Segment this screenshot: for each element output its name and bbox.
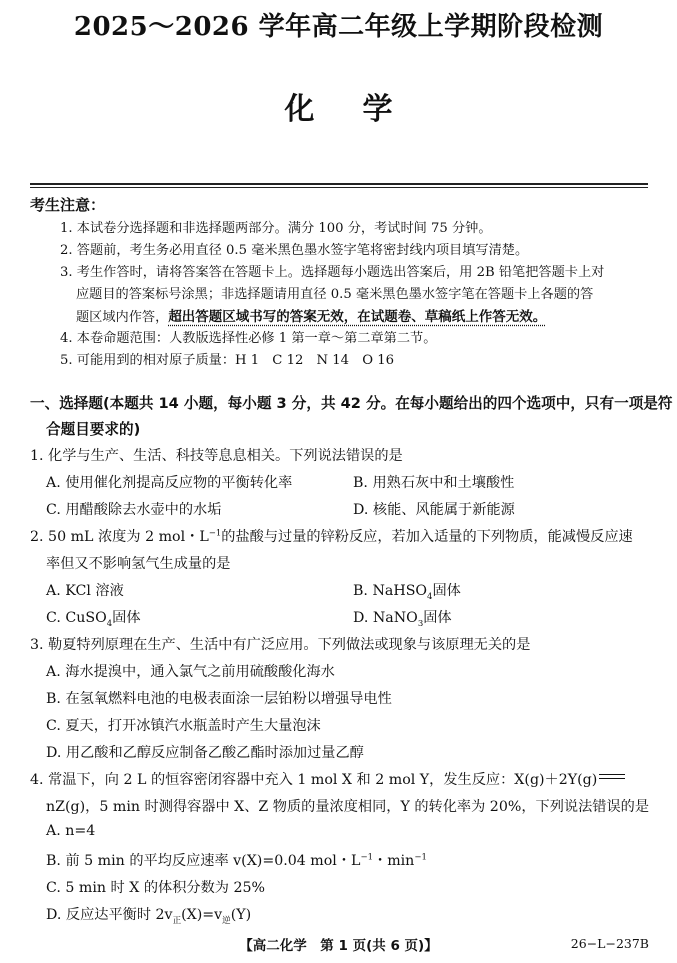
question-3-option-b: B. 在氢氧燃料电池的电极表面涂一层铂粉以增强导电性 xyxy=(46,691,392,707)
question-2-stem-sup: −1 xyxy=(208,528,222,539)
question-4-option-d-c: (Y) xyxy=(230,907,252,923)
notice-item-3c xyxy=(76,305,546,325)
question-4-option-d-sub2: 逆 xyxy=(222,915,231,926)
question-1-stem: 1. 化学与生产、生活、科技等息息相关。下列说法错误的是 xyxy=(30,448,403,464)
notice-item-4: 4. 本卷命题范围：人教版选择性必修 1 第一章～第二章第二节。 xyxy=(60,331,437,346)
question-2-option-d-post: 固体 xyxy=(423,610,452,626)
question-4-option-d-sub1: 正 xyxy=(172,915,182,926)
notice-heading: 考生注意： xyxy=(30,196,106,214)
notice-item-5: 5. 可能用到的相对原子质量：H 1 C 12 N 14 O 16 xyxy=(60,353,395,368)
question-2-option-c xyxy=(46,607,141,627)
question-2-option-d xyxy=(353,607,452,627)
question-4-stem xyxy=(30,769,627,789)
question-4-stem-cont: nZ(g)，5 min 时测得容器中 X、Z 物质的量浓度相同，Y 的转化率为 20%，下列说法错误的是 xyxy=(46,799,650,815)
question-4-stem-a: 4. 常温下，向 2 L 的恒容密闭容器中充入 1 mol X 和 2 mol Y，发生反应：X(g)＋2Y(g) xyxy=(30,772,598,788)
question-3-option-a: A. 海水提溴中，通入氯气之前用硫酸酸化海水 xyxy=(46,664,335,680)
question-1-option-c: C. 用醋酸除去水壶中的水垢 xyxy=(46,502,222,518)
question-4-option-d xyxy=(46,904,251,924)
question-2-option-b-sub: 4 xyxy=(427,591,433,602)
paper-code: 26−L−237B xyxy=(570,936,649,951)
question-4-option-b-sup2: −1 xyxy=(414,852,427,863)
question-2-stem-cont: 率但又不影响氢气生成量的是 xyxy=(46,556,231,572)
page-footer: 【高二化学 第 1 页(共 6 页)】 xyxy=(239,938,438,954)
question-4-option-b-b: ・min xyxy=(373,853,415,869)
question-2-option-c-pre: C. CuSO xyxy=(46,610,107,626)
notice-item-3c-text: 题区域内作答， xyxy=(76,310,169,325)
question-3-stem: 3. 勒夏特列原理在生产、生活中有广泛应用。下列做法或现象与该原理无关的是 xyxy=(30,637,531,653)
question-4-option-b xyxy=(46,850,427,870)
question-3-option-d: D. 用乙酸和乙醇反应制备乙酸乙酯时添加过量乙醇 xyxy=(46,745,364,761)
question-2-option-d-pre: D. NaNO xyxy=(353,610,418,626)
notice-emphasis: 超出答题区域书写的答案无效，在试题卷、草稿纸上作答无效。 xyxy=(168,309,547,325)
question-4-option-d-a: D. 反应达平衡时 2v xyxy=(46,907,173,923)
question-2-option-c-post: 固体 xyxy=(112,610,141,626)
subject-title: 化学 xyxy=(284,92,441,127)
divider-thick xyxy=(30,183,648,185)
question-1-option-a: A. 使用催化剂提高反应物的平衡转化率 xyxy=(46,475,293,491)
question-2-option-b-post: 固体 xyxy=(432,583,461,599)
notice-item-3a: 3. 考生作答时，请将答案答在答题卡上。选择题每小题选出答案后，用 2B 铅笔把答题卡上对 xyxy=(60,265,605,280)
question-2-option-b xyxy=(353,580,461,600)
question-2-option-d-sub: 3 xyxy=(417,618,424,629)
exam-title: 2025～2026 学年高二年级上学期阶段检测 xyxy=(73,12,604,42)
notice-item-3b: 应题目的答案标号涂黑；非选择题请用直径 0.5 毫米黑色墨水签字笔在答题卡上各题的答 xyxy=(76,287,594,302)
notice-item-1: 1. 本试卷分选择题和非选择题两部分。满分 100 分，考试时间 75 分钟。 xyxy=(60,221,492,236)
question-2-stem-a: 2. 50 mL 浓度为 2 mol・L xyxy=(30,529,209,545)
equilibrium-arrow-icon xyxy=(599,773,625,781)
question-3-option-c: C. 夏天，打开冰镇汽水瓶盖时产生大量泡沫 xyxy=(46,718,321,734)
question-2-stem-b: 的盐酸与过量的锌粉反应，若加入适量的下列物质，能减慢反应速 xyxy=(221,529,633,545)
question-4-option-b-a: B. 前 5 min 的平均反应速率 v(X)=0.04 mol・L xyxy=(46,853,361,869)
question-2-option-c-sub: 4 xyxy=(106,618,113,629)
section-heading-cont: 合题目要求的) xyxy=(46,421,141,438)
question-4-option-b-sup1: −1 xyxy=(360,852,373,863)
question-1-option-d: D. 核能、风能属于新能源 xyxy=(353,502,515,518)
question-2-stem xyxy=(30,526,633,546)
question-4-option-c: C. 5 min 时 X 的体积分数为 25% xyxy=(46,880,266,896)
question-4-option-a: A. n=4 xyxy=(46,823,96,839)
notice-item-2: 2. 答题前，考生务必用直径 0.5 毫米黑色墨水签字笔将密封线内项目填写清楚。 xyxy=(60,243,529,258)
question-4-option-d-b: (X)=v xyxy=(181,907,223,923)
question-2-option-b-pre: B. NaHSO xyxy=(353,583,428,599)
question-2-option-a: A. KCl 溶液 xyxy=(46,583,124,599)
question-1-option-b: B. 用熟石灰中和土壤酸性 xyxy=(353,475,515,491)
section-heading: 一、选择题(本题共 14 小题，每小题 3 分，共 42 分。在每小题给出的四个选项中，只有一项是符 xyxy=(30,395,673,412)
divider-thin xyxy=(30,187,648,188)
